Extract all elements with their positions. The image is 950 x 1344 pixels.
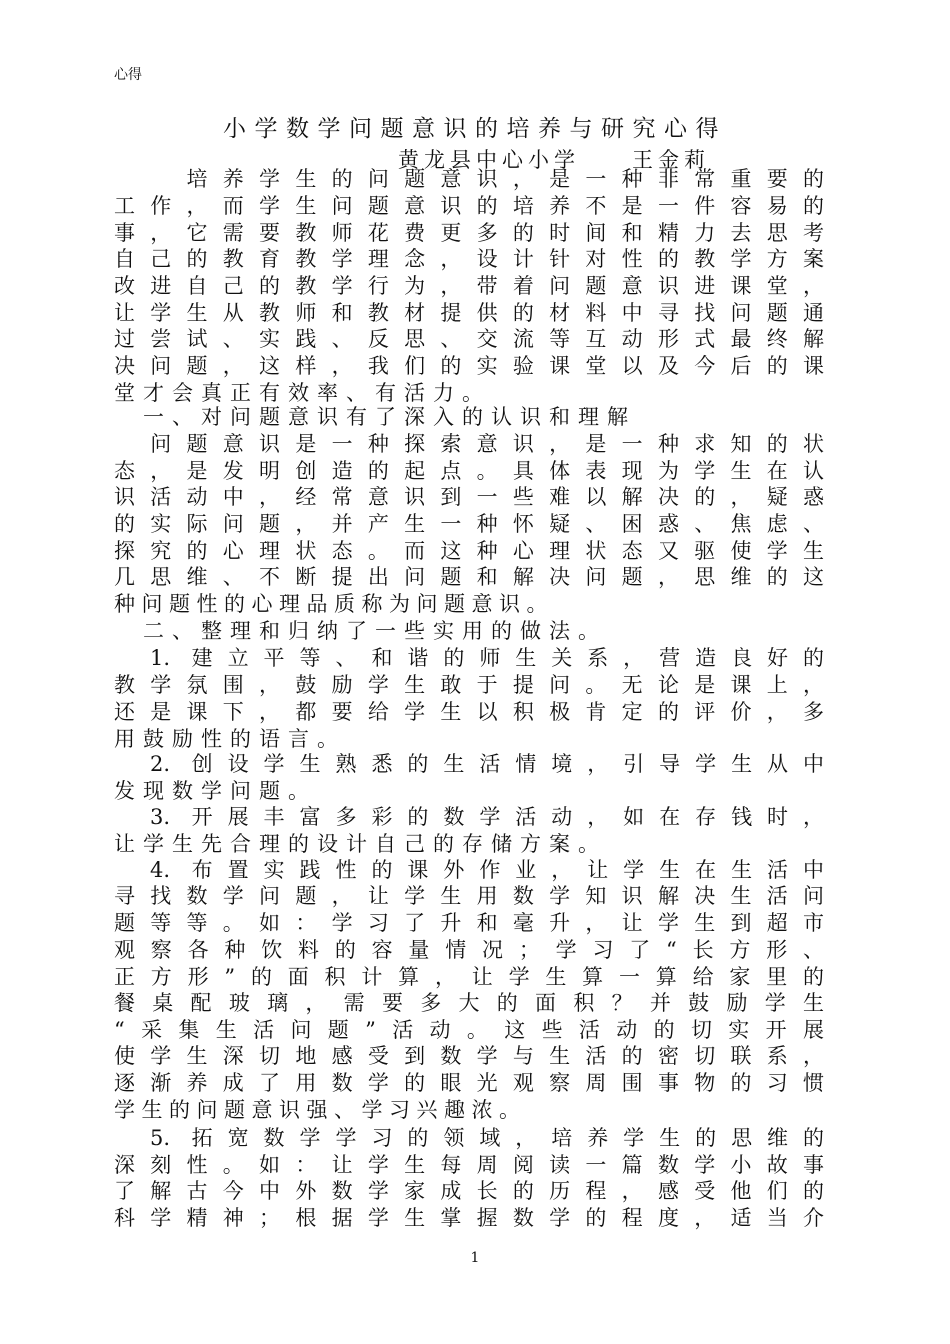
text-line: 了解古今中外数学家成长的历程，感受他们的 bbox=[114, 1179, 824, 1203]
text-line: 正方形”的面积计算，让学生算一算给家里的 bbox=[114, 965, 824, 989]
text-line: 发现数学问题。 bbox=[114, 779, 317, 803]
text-line: 餐桌配玻璃，需要多大的面积？并鼓励学生 bbox=[114, 991, 824, 1015]
text-line: 学生的问题意识强、学习兴趣浓。 bbox=[114, 1098, 527, 1122]
text-line: 改进自己的教学行为，带着问题意识进课堂， bbox=[114, 274, 824, 298]
text-line: 观察各种饮料的容量情况；学习了“长方形、 bbox=[114, 938, 824, 962]
text-line: 让学生先合理的设计自己的存储方案。 bbox=[114, 832, 607, 856]
author-line: 黄龙县中心小学 王金莉 bbox=[398, 148, 710, 172]
text-line: 工作，而学生问题意识的培养不是一件容易的 bbox=[114, 194, 824, 218]
text-line: “采集生活问题”活动。这些活动的切实开展 bbox=[114, 1018, 824, 1042]
text-line: 使学生深切地感受到数学与生活的密切联系， bbox=[114, 1044, 824, 1068]
text-line: 让学生从教师和教材提供的材料中寻找问题通 bbox=[114, 301, 824, 325]
text-line: 几思维、不断提出问题和解决问题，思维的这 bbox=[114, 565, 824, 589]
document-title: 小学数学问题意识的培养与研究心得 bbox=[223, 116, 727, 142]
text-line: 科学精神；根据学生掌握数学的程度，适当介 bbox=[114, 1206, 824, 1230]
text-line: 2. 创设学生熟悉的生活情境，引导学生从中 bbox=[114, 752, 824, 776]
text-line: 3. 开展丰富多彩的数学活动，如在存钱时， bbox=[114, 805, 824, 829]
text-line: 识活动中，经常意识到一些难以解决的，疑惑 bbox=[114, 485, 824, 509]
text-line: 还是课下，都要给学生以积极肯定的评价，多 bbox=[114, 700, 824, 724]
section-heading: 二、整理和归纳了一些实用的做法。 bbox=[114, 619, 607, 643]
text-line: 过尝试、实践、反思、交流等互动形式最终解 bbox=[114, 327, 824, 351]
text-line: 堂才会真正有效率、有活力。 bbox=[114, 381, 491, 405]
text-line: 决问题，这样，我们的实验课堂以及今后的课 bbox=[114, 354, 824, 378]
text-line: 深刻性。如：让学生每周阅读一篇数学小故事 bbox=[114, 1153, 824, 1177]
text-line: 教学氛围，鼓励学生敢于提问。无论是课上， bbox=[114, 673, 824, 697]
text-line: 探究的心理状态。而这种心理状态又驱使学生 bbox=[114, 539, 824, 563]
page-number: 1 bbox=[470, 1250, 480, 1266]
text-line: 培养学生的问题意识，是一种非常重要的 bbox=[114, 167, 824, 191]
text-line: 事，它需要教师花费更多的时间和精力去思考 bbox=[114, 221, 824, 245]
section-heading: 一、对问题意识有了深入的认识和理解 bbox=[114, 405, 636, 429]
text-line: 问题意识是一种探索意识，是一种求知的状 bbox=[114, 432, 824, 456]
text-line: 5. 拓宽数学学习的领域，培养学生的思维的 bbox=[114, 1126, 824, 1150]
text-line: 自己的教育教学理念，设计针对性的教学方案 bbox=[114, 247, 824, 271]
text-line: 题等等。如：学习了升和毫升，让学生到超市 bbox=[114, 911, 824, 935]
text-line: 用鼓励性的语言。 bbox=[114, 727, 346, 751]
text-line: 寻找数学问题，让学生用数学知识解决生活问 bbox=[114, 884, 824, 908]
text-line: 4. 布置实践性的课外作业，让学生在生活中 bbox=[114, 858, 824, 882]
page-header: 心得 bbox=[114, 67, 142, 83]
text-line: 1. 建立平等、和谐的师生关系，营造良好的 bbox=[114, 646, 824, 670]
text-line: 逐渐养成了用数学的眼光观察周围事物的习惯 bbox=[114, 1071, 824, 1095]
text-line: 种问题性的心理品质称为问题意识。 bbox=[114, 592, 554, 616]
text-line: 态，是发明创造的起点。具体表现为学生在认 bbox=[114, 459, 824, 483]
text-line: 的实际问题，并产生一种怀疑、困惑、焦虑、 bbox=[114, 512, 824, 536]
